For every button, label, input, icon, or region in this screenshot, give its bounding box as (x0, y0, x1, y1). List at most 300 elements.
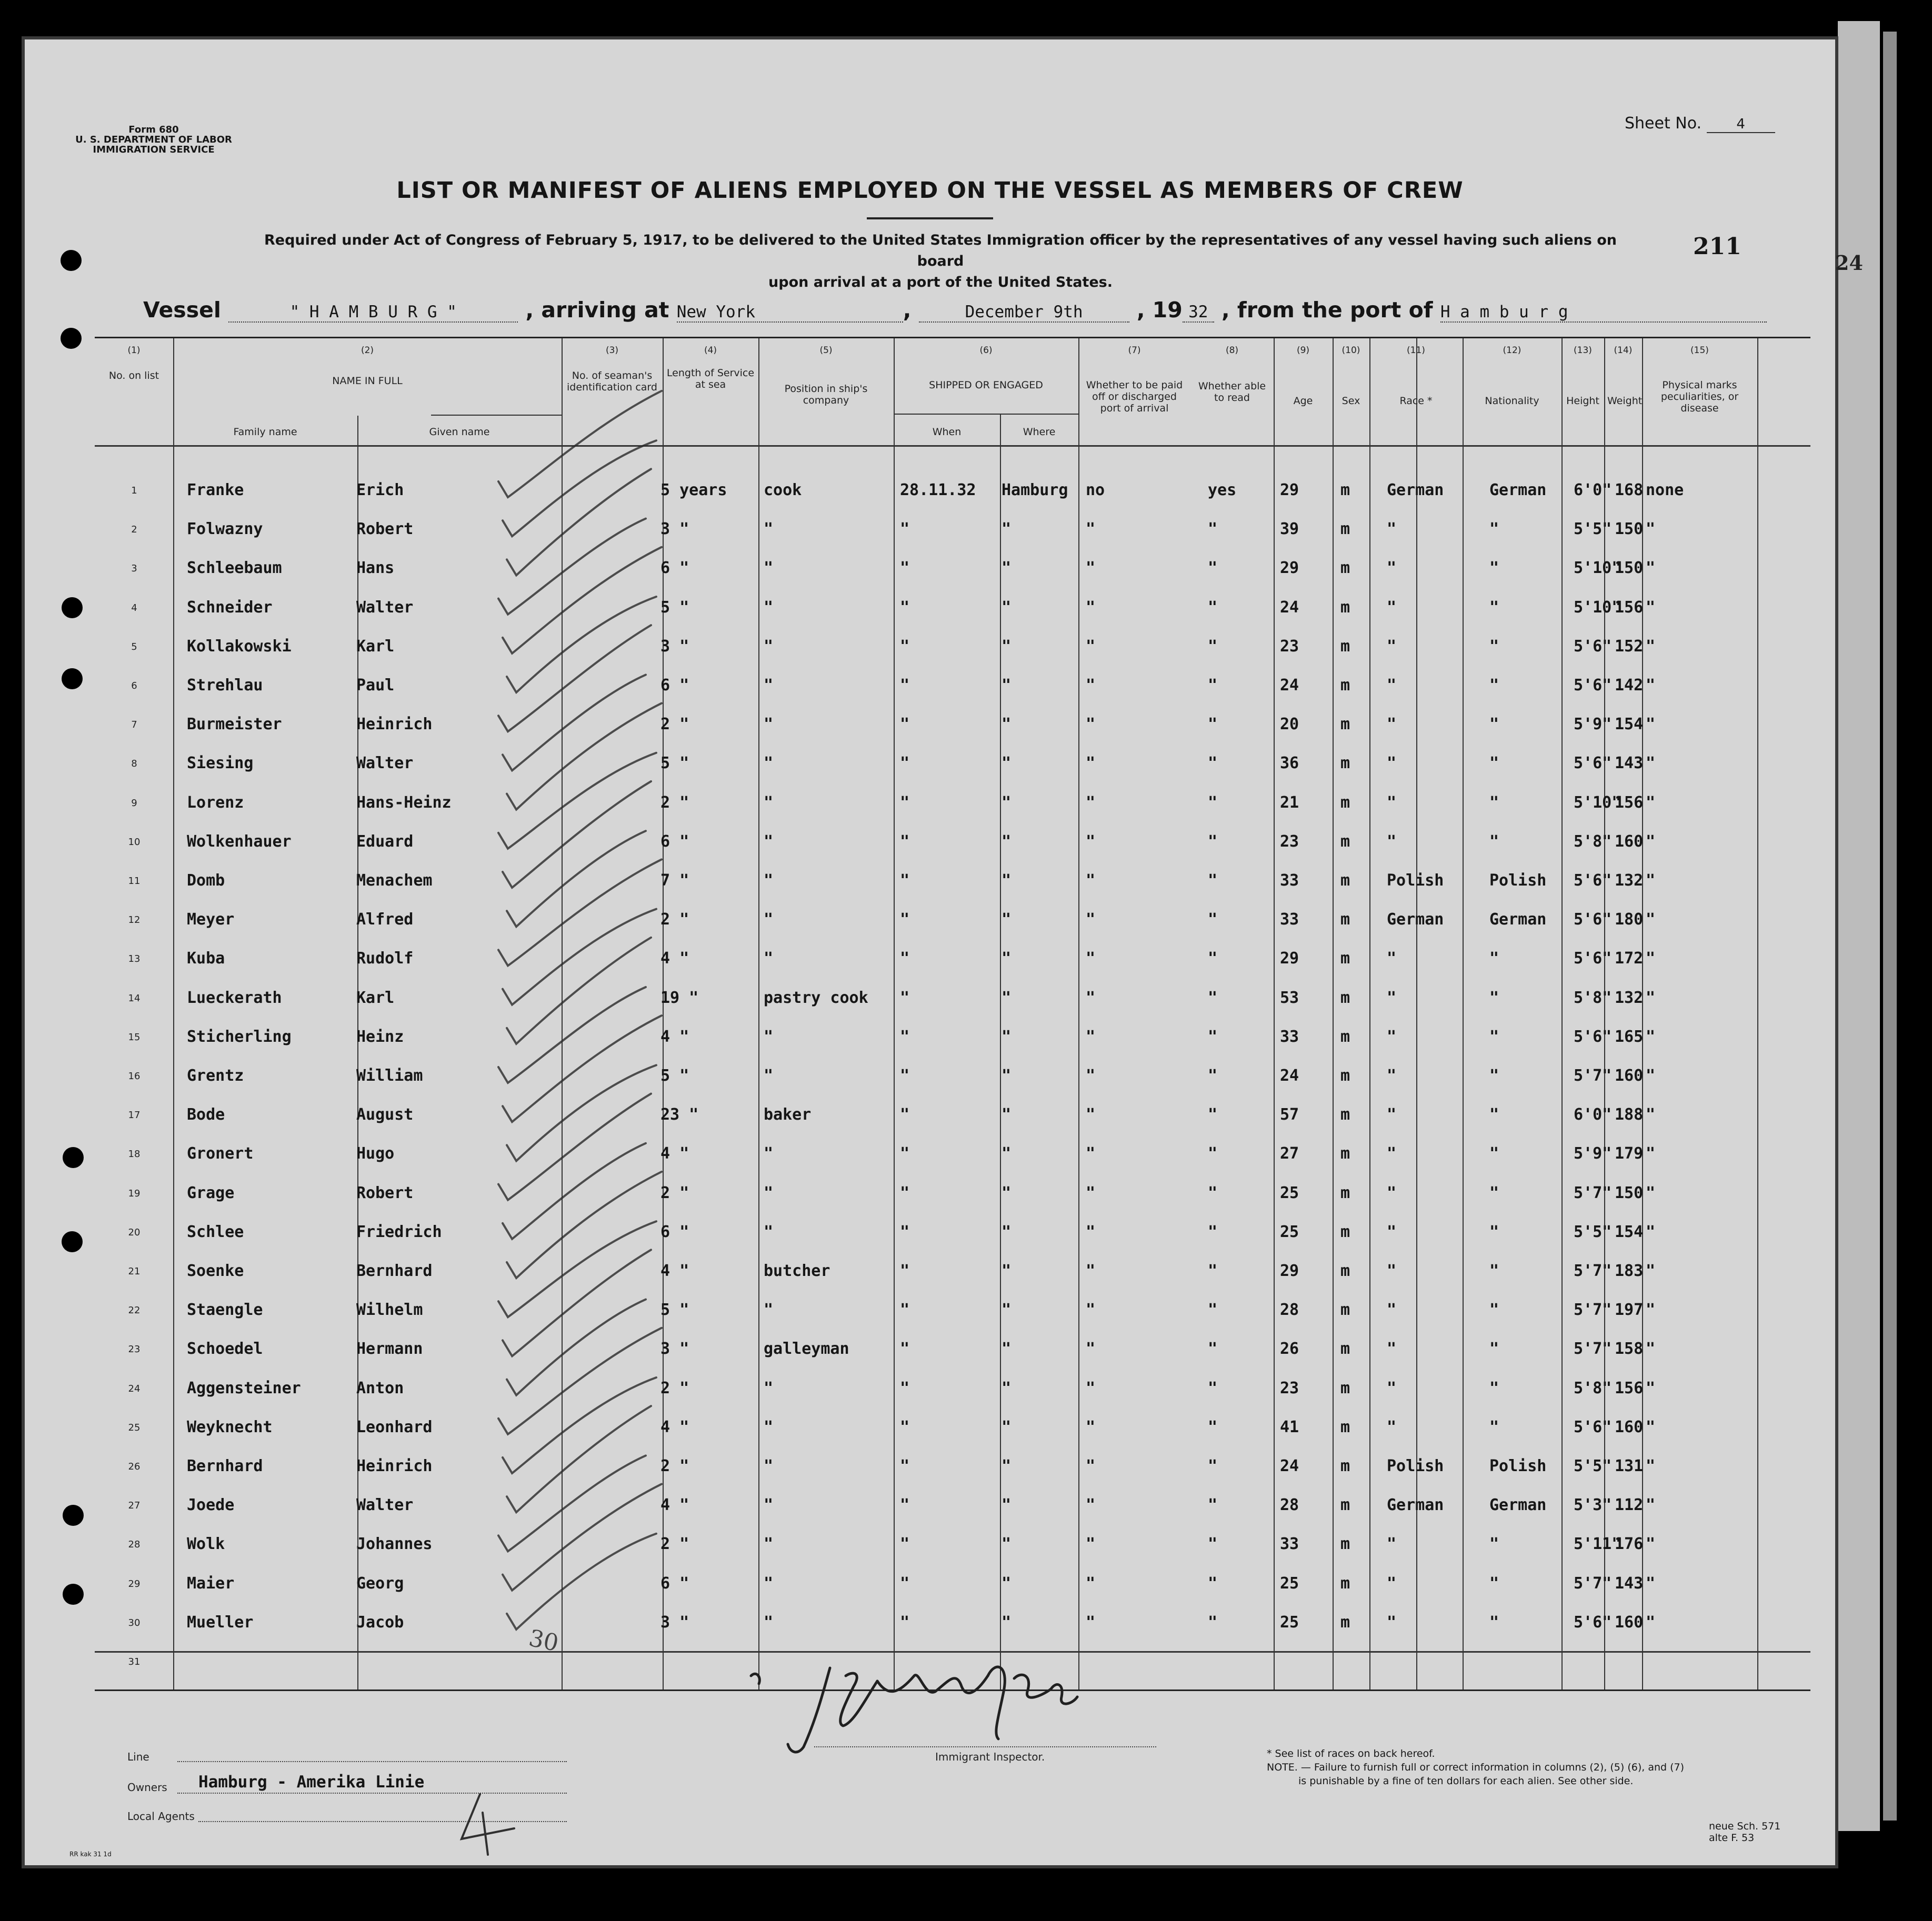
crew-given-cell: Georg (356, 1574, 404, 1593)
row-number: 13 (128, 953, 141, 965)
crew-given-cell: Bernhard (356, 1262, 433, 1280)
crew-read-cell: " (1208, 1417, 1218, 1436)
crew-position-cell: cook (764, 481, 802, 499)
crew-marks-cell: " (1646, 520, 1656, 539)
crew-where-cell: " (1002, 1301, 1012, 1320)
crew-read-cell: " (1208, 1574, 1218, 1593)
crew-age-cell: 24 (1280, 1457, 1299, 1475)
crew-when-cell: " (900, 949, 910, 968)
crew-nationality-cell: " (1489, 1262, 1499, 1280)
crew-age-cell: 25 (1280, 1183, 1299, 1202)
crew-height-cell: 5'8" (1574, 1379, 1612, 1397)
crew-given-cell: Hermann (356, 1340, 423, 1359)
crew-age-cell: 20 (1280, 715, 1299, 734)
crew-race-cell: " (1387, 949, 1397, 968)
crew-sex-cell: m (1340, 520, 1350, 539)
crew-given-cell: William (356, 1067, 423, 1085)
crew-given-cell: Walter (356, 1496, 414, 1515)
crew-marks-cell: " (1646, 598, 1656, 617)
crew-sex-cell: m (1340, 1262, 1350, 1280)
crew-age-cell: 24 (1280, 676, 1299, 695)
row-number: 17 (128, 1110, 141, 1121)
row-number: 5 (131, 641, 137, 652)
crew-given-cell: Robert (356, 520, 414, 539)
stamped-page-number: 24 (1835, 251, 1863, 275)
crew-given-cell: Walter (356, 754, 414, 773)
crew-nationality-cell: " (1489, 1067, 1499, 1085)
crew-nationality-cell: " (1489, 1222, 1499, 1241)
check-mark (507, 1534, 656, 1630)
crew-family-cell: Weyknecht (187, 1417, 273, 1436)
crew-weight-cell: 160 (1615, 1067, 1644, 1085)
crew-paid-cell: " (1086, 871, 1096, 890)
crew-given-cell: Menachem (356, 871, 433, 890)
crew-height-cell: 5'8" (1574, 832, 1612, 851)
crew-family-cell: Lueckerath (187, 988, 282, 1007)
crew-sex-cell: m (1340, 598, 1350, 617)
check-mark (498, 519, 646, 615)
crew-where-cell: " (1002, 1613, 1012, 1632)
crew-when-cell: " (900, 1417, 910, 1436)
crew-nationality-cell: " (1489, 598, 1499, 617)
arrival-year: 32 (1183, 303, 1214, 323)
row-number: 30 (128, 1617, 141, 1628)
crew-family-cell: Bernhard (187, 1457, 263, 1475)
crew-sex-cell: m (1340, 1144, 1350, 1163)
crew-where-cell: " (1002, 793, 1012, 812)
crew-when-cell: " (900, 871, 910, 890)
crew-when-cell: " (900, 1379, 910, 1397)
column-number-name: (2) (361, 345, 374, 356)
crew-given-cell: Paul (356, 676, 395, 695)
crew-height-cell: 5'5" (1574, 520, 1612, 539)
crew-nationality-cell: " (1489, 520, 1499, 539)
crew-family-cell: Sticherling (187, 1027, 292, 1046)
crew-service-cell: 2 " (660, 1535, 689, 1554)
crew-service-cell: 4 " (660, 1262, 689, 1280)
crew-age-cell: 33 (1280, 910, 1299, 929)
crew-family-cell: Schleebaum (187, 559, 282, 578)
department-name: U. S. DEPARTMENT OF LABOR (75, 134, 232, 145)
crew-read-cell: " (1208, 910, 1218, 929)
crew-height-cell: 5'7" (1574, 1183, 1612, 1202)
crew-sex-cell: m (1340, 988, 1350, 1007)
crew-nationality-cell: " (1489, 1027, 1499, 1046)
crew-sex-cell: m (1340, 1027, 1350, 1046)
vessel-line: Vessel " H A M B U R G " , arriving at New York , December 9th , 19 32 , from the port of H a m b u r g (143, 297, 1767, 323)
crew-weight-cell: 143 (1615, 1574, 1644, 1593)
crew-position-cell: " (764, 520, 774, 539)
crew-where-cell: " (1002, 1183, 1012, 1202)
crew-paid-cell: " (1086, 949, 1096, 968)
crew-family-cell: Wolk (187, 1535, 225, 1554)
crew-marks-cell: " (1646, 793, 1656, 812)
crew-where-cell: " (1002, 559, 1012, 578)
crew-height-cell: 5'10" (1574, 598, 1621, 617)
crew-read-cell: " (1208, 1379, 1218, 1397)
crew-nationality-cell: " (1489, 832, 1499, 851)
crew-position-cell: " (764, 1574, 774, 1593)
crew-weight-cell: 152 (1615, 637, 1644, 656)
crew-age-cell: 29 (1280, 559, 1299, 578)
crew-read-cell: " (1208, 1613, 1218, 1632)
crew-read-cell: " (1208, 988, 1218, 1007)
crew-weight-cell: 176 (1615, 1535, 1644, 1554)
crew-weight-cell: 156 (1615, 1379, 1644, 1397)
handwritten-count: 30 (526, 1624, 561, 1657)
crew-given-cell: Heinrich (356, 715, 433, 734)
crew-sex-cell: m (1340, 1067, 1350, 1085)
crew-family-cell: Grage (187, 1183, 235, 1202)
crew-age-cell: 33 (1280, 1027, 1299, 1046)
crew-paid-cell: " (1086, 715, 1096, 734)
arriving-port: New York (677, 303, 903, 323)
column-header-weight: Weight (1607, 395, 1643, 407)
crew-given-cell: Leonhard (356, 1417, 433, 1436)
crew-where-cell: Hamburg (1002, 481, 1068, 499)
crew-height-cell: 5'7" (1574, 1574, 1612, 1593)
crew-given-cell: Karl (356, 637, 395, 656)
crew-position-cell: butcher (764, 1262, 830, 1280)
crew-height-cell: 5'9" (1574, 1144, 1612, 1163)
crew-service-cell: 2 " (660, 1183, 689, 1202)
row-number: 18 (128, 1149, 141, 1160)
crew-when-cell: " (900, 793, 910, 812)
crew-position-cell: " (764, 1457, 774, 1475)
crew-service-cell: 4 " (660, 1496, 689, 1515)
crew-marks-cell: " (1646, 1379, 1656, 1397)
crew-sex-cell: m (1340, 754, 1350, 773)
crew-where-cell: " (1002, 1379, 1012, 1397)
crew-when-cell: " (900, 559, 910, 578)
crew-read-cell: " (1208, 598, 1218, 617)
crew-given-cell: Walter (356, 598, 414, 617)
crew-weight-cell: 156 (1615, 793, 1644, 812)
crew-nationality-cell: " (1489, 1574, 1499, 1593)
crew-weight-cell: 160 (1615, 832, 1644, 851)
crew-given-cell: Jacob (356, 1613, 404, 1632)
column-number-weight: (14) (1614, 345, 1633, 356)
crew-family-cell: Folwazny (187, 520, 263, 539)
column-header-paid: Whether to be paid off or discharged port of arrival (1086, 379, 1183, 414)
crew-position-cell: " (764, 1379, 774, 1397)
crew-family-cell: Soenke (187, 1262, 244, 1280)
crew-read-cell: " (1208, 1144, 1218, 1163)
crew-marks-cell: " (1646, 910, 1656, 929)
crew-position-cell: " (764, 754, 774, 773)
vessel-label: Vessel (143, 297, 221, 323)
column-number-sex: (10) (1342, 345, 1360, 356)
crew-marks-cell: " (1646, 1183, 1656, 1202)
row-number: 9 (131, 797, 137, 809)
crew-where-cell: " (1002, 988, 1012, 1007)
crew-marks-cell: none (1646, 481, 1684, 499)
crew-paid-cell: " (1086, 910, 1096, 929)
crew-weight-cell: 160 (1615, 1417, 1644, 1436)
crew-height-cell: 5'10" (1574, 559, 1621, 578)
crew-race-cell: Polish (1387, 1457, 1444, 1475)
crew-sex-cell: m (1340, 871, 1350, 890)
crew-marks-cell: " (1646, 1067, 1656, 1085)
column-number-read: (8) (1225, 345, 1239, 356)
crew-service-cell: 2 " (660, 715, 689, 734)
crew-when-cell: " (900, 1105, 910, 1124)
shipped-when-header: When (932, 426, 962, 438)
row-number: 7 (131, 719, 137, 731)
crew-nationality-cell: " (1489, 715, 1499, 734)
check-mark (498, 1455, 646, 1551)
arrival-date: December 9th (919, 303, 1129, 323)
crew-weight-cell: 183 (1615, 1262, 1644, 1280)
crew-nationality-cell: " (1489, 754, 1499, 773)
crew-paid-cell: " (1086, 754, 1096, 773)
crew-paid-cell: " (1086, 1027, 1096, 1046)
from-port-label: , from the port of (1222, 297, 1433, 323)
check-mark (503, 1143, 646, 1239)
crew-age-cell: 33 (1280, 871, 1299, 890)
crew-age-cell: 21 (1280, 793, 1299, 812)
crew-paid-cell: " (1086, 520, 1096, 539)
column-number-height: (13) (1574, 345, 1592, 356)
crew-weight-cell: 168 (1615, 481, 1644, 499)
column-number-position: (5) (819, 345, 833, 356)
form-revision-old: alte F. 53 (1709, 1832, 1755, 1844)
crew-nationality-cell: " (1489, 1535, 1499, 1554)
crew-marks-cell: " (1646, 754, 1656, 773)
crew-read-cell: " (1208, 1183, 1218, 1202)
handwritten-four (462, 1794, 514, 1855)
crew-age-cell: 25 (1280, 1613, 1299, 1632)
crew-family-cell: Maier (187, 1574, 235, 1593)
crew-given-cell: Rudolf (356, 949, 414, 968)
crew-family-cell: Kuba (187, 949, 225, 968)
crew-family-cell: Staengle (187, 1301, 263, 1320)
crew-when-cell: " (900, 910, 910, 929)
column-number-age: (9) (1296, 345, 1310, 356)
crew-race-cell: " (1387, 1067, 1397, 1085)
crew-family-cell: Schlee (187, 1222, 244, 1241)
crew-where-cell: " (1002, 1535, 1012, 1554)
crew-service-cell: 3 " (660, 1340, 689, 1359)
crew-race-cell: " (1387, 1613, 1397, 1632)
crew-paid-cell: " (1086, 1613, 1096, 1632)
crew-marks-cell: " (1646, 1417, 1656, 1436)
crew-race-cell: " (1387, 1144, 1397, 1163)
column-header-race: Race * (1399, 395, 1433, 407)
crew-marks-cell: " (1646, 1340, 1656, 1359)
crew-read-cell: " (1208, 793, 1218, 812)
crew-where-cell: " (1002, 1105, 1012, 1124)
crew-race-cell: " (1387, 559, 1397, 578)
crew-height-cell: 5'11" (1574, 1535, 1621, 1554)
stamped-sequence-number: 211 (1693, 233, 1741, 260)
crew-where-cell: " (1002, 676, 1012, 695)
crew-when-cell: " (900, 1496, 910, 1515)
crew-weight-cell: 143 (1615, 754, 1644, 773)
crew-position-cell: " (764, 1535, 774, 1554)
crew-nationality-cell: " (1489, 949, 1499, 968)
crew-read-cell: " (1208, 715, 1218, 734)
crew-position-cell: " (764, 637, 774, 656)
check-mark (503, 1377, 656, 1473)
crew-service-cell: 3 " (660, 520, 689, 539)
crew-position-cell: " (764, 1496, 774, 1515)
crew-age-cell: 53 (1280, 988, 1299, 1007)
crew-race-cell: " (1387, 715, 1397, 734)
crew-sex-cell: m (1340, 1496, 1350, 1515)
crew-paid-cell: " (1086, 1535, 1096, 1554)
crew-position-cell: " (764, 910, 774, 929)
crew-age-cell: 25 (1280, 1222, 1299, 1241)
check-mark (498, 1094, 651, 1200)
crew-height-cell: 5'6" (1574, 676, 1612, 695)
crew-marks-cell: " (1646, 1301, 1656, 1320)
crew-nationality-cell: " (1489, 1379, 1499, 1397)
crew-position-cell: " (764, 832, 774, 851)
crew-marks-cell: " (1646, 676, 1656, 695)
crew-family-cell: Meyer (187, 910, 235, 929)
crew-paid-cell: " (1086, 1183, 1096, 1202)
row-number: 19 (128, 1188, 141, 1199)
row-number: 14 (128, 992, 141, 1004)
crew-position-cell: baker (764, 1105, 812, 1124)
crew-family-cell: Burmeister (187, 715, 282, 734)
crew-age-cell: 24 (1280, 598, 1299, 617)
column-number-no: (1) (127, 345, 141, 356)
crew-race-cell: " (1387, 754, 1397, 773)
crew-read-cell: " (1208, 1457, 1218, 1475)
crew-nationality-cell: " (1489, 1183, 1499, 1202)
subtitle-line: upon arrival at a port of the United States. (768, 274, 1113, 290)
crew-family-cell: Gronert (187, 1144, 254, 1163)
crew-weight-cell: 131 (1615, 1457, 1644, 1475)
crew-race-cell: " (1387, 1027, 1397, 1046)
crew-where-cell: " (1002, 1144, 1012, 1163)
crew-nationality-cell: " (1489, 793, 1499, 812)
crew-where-cell: " (1002, 1574, 1012, 1593)
owners-value: Hamburg - Amerika Linie (198, 1773, 425, 1792)
crew-read-cell: " (1208, 559, 1218, 578)
race-note: * See list of races on back hereof. (1267, 1748, 1435, 1759)
crew-read-cell: " (1208, 1067, 1218, 1085)
crew-where-cell: " (1002, 871, 1012, 890)
crew-race-cell: " (1387, 1222, 1397, 1241)
crew-position-cell: " (764, 1027, 774, 1046)
row-number: 16 (128, 1071, 141, 1082)
crew-where-cell: " (1002, 910, 1012, 929)
row-number: 27 (128, 1500, 141, 1512)
crew-when-cell: " (900, 1457, 910, 1475)
crew-paid-cell: " (1086, 637, 1096, 656)
crew-position-cell: pastry cook (764, 988, 868, 1007)
crew-paid-cell: " (1086, 1222, 1096, 1241)
crew-race-cell: " (1387, 676, 1397, 695)
penalty-note-cont: is punishable by a fine of ten dollars for each alien. See other side. (1298, 1775, 1634, 1787)
crew-nationality-cell: " (1489, 988, 1499, 1007)
crew-nationality-cell: " (1489, 676, 1499, 695)
crew-service-cell: 2 " (660, 1457, 689, 1475)
crew-height-cell: 5'6" (1574, 1613, 1612, 1632)
crew-when-cell: " (900, 520, 910, 539)
crew-when-cell: " (900, 988, 910, 1007)
crew-family-cell: Schneider (187, 598, 273, 617)
row-number: 10 (128, 836, 141, 848)
crew-where-cell: " (1002, 1496, 1012, 1515)
crew-weight-cell: 160 (1615, 1613, 1644, 1632)
crew-paid-cell: " (1086, 988, 1096, 1007)
row-number: 29 (128, 1578, 141, 1590)
crew-weight-cell: 142 (1615, 676, 1644, 695)
crew-marks-cell: " (1646, 1613, 1656, 1632)
form-number: Form 680 (128, 124, 179, 135)
crew-sex-cell: m (1340, 1379, 1350, 1397)
crew-weight-cell: 197 (1615, 1301, 1644, 1320)
crew-where-cell: " (1002, 1340, 1012, 1359)
check-mark (503, 440, 656, 536)
crew-read-cell: " (1208, 1340, 1218, 1359)
crew-height-cell: 5'6" (1574, 1027, 1612, 1046)
crew-service-cell: 23 " (660, 1105, 699, 1124)
row-number: 1 (131, 485, 137, 496)
crew-service-cell: 6 " (660, 1222, 689, 1241)
crew-where-cell: " (1002, 1457, 1012, 1475)
crew-service-cell: 5 " (660, 1067, 689, 1085)
crew-when-cell: " (900, 1144, 910, 1163)
crew-service-cell: 4 " (660, 1417, 689, 1436)
crew-when-cell: " (900, 1183, 910, 1202)
crew-nationality-cell: " (1489, 637, 1499, 656)
crew-position-cell: " (764, 1183, 774, 1202)
crew-age-cell: 39 (1280, 520, 1299, 539)
crew-sex-cell: m (1340, 1222, 1350, 1241)
crew-service-cell: 2 " (660, 1379, 689, 1397)
crew-position-cell: " (764, 676, 774, 695)
crew-when-cell: " (900, 754, 910, 773)
crew-where-cell: " (1002, 1067, 1012, 1085)
crew-height-cell: 5'6" (1574, 871, 1612, 890)
crew-age-cell: 26 (1280, 1340, 1299, 1359)
crew-nationality-cell: " (1489, 1613, 1499, 1632)
crew-position-cell: " (764, 793, 774, 812)
row-number: 4 (131, 602, 137, 613)
crew-sex-cell: m (1340, 1535, 1350, 1554)
crew-paid-cell: " (1086, 1262, 1096, 1280)
crew-given-cell: Heinz (356, 1027, 404, 1046)
crew-nationality-cell: " (1489, 559, 1499, 578)
crew-height-cell: 5'6" (1574, 1417, 1612, 1436)
crew-family-cell: Mueller (187, 1613, 254, 1632)
crew-height-cell: 5'7" (1574, 1067, 1612, 1085)
crew-race-cell: " (1387, 637, 1397, 656)
crew-position-cell: " (764, 871, 774, 890)
crew-family-cell: Bode (187, 1105, 225, 1124)
crew-sex-cell: m (1340, 1105, 1350, 1124)
crew-age-cell: 57 (1280, 1105, 1299, 1124)
crew-marks-cell: " (1646, 1027, 1656, 1046)
crew-height-cell: 5'9" (1574, 715, 1612, 734)
crew-age-cell: 23 (1280, 1379, 1299, 1397)
crew-race-cell: " (1387, 832, 1397, 851)
crew-given-cell: Karl (356, 988, 395, 1007)
crew-position-cell: " (764, 1417, 774, 1436)
crew-height-cell: 5'6" (1574, 949, 1612, 968)
crew-race-cell: " (1387, 1262, 1397, 1280)
crew-age-cell: 36 (1280, 754, 1299, 773)
subtitle-line: Required under Act of Congress of February 5, 1917, to be delivered to the United States Immigration officer by the representatives of any vessel having such aliens on board (264, 232, 1617, 269)
crew-height-cell: 5'6" (1574, 754, 1612, 773)
crew-family-cell: Siesing (187, 754, 254, 773)
crew-where-cell: " (1002, 949, 1012, 968)
